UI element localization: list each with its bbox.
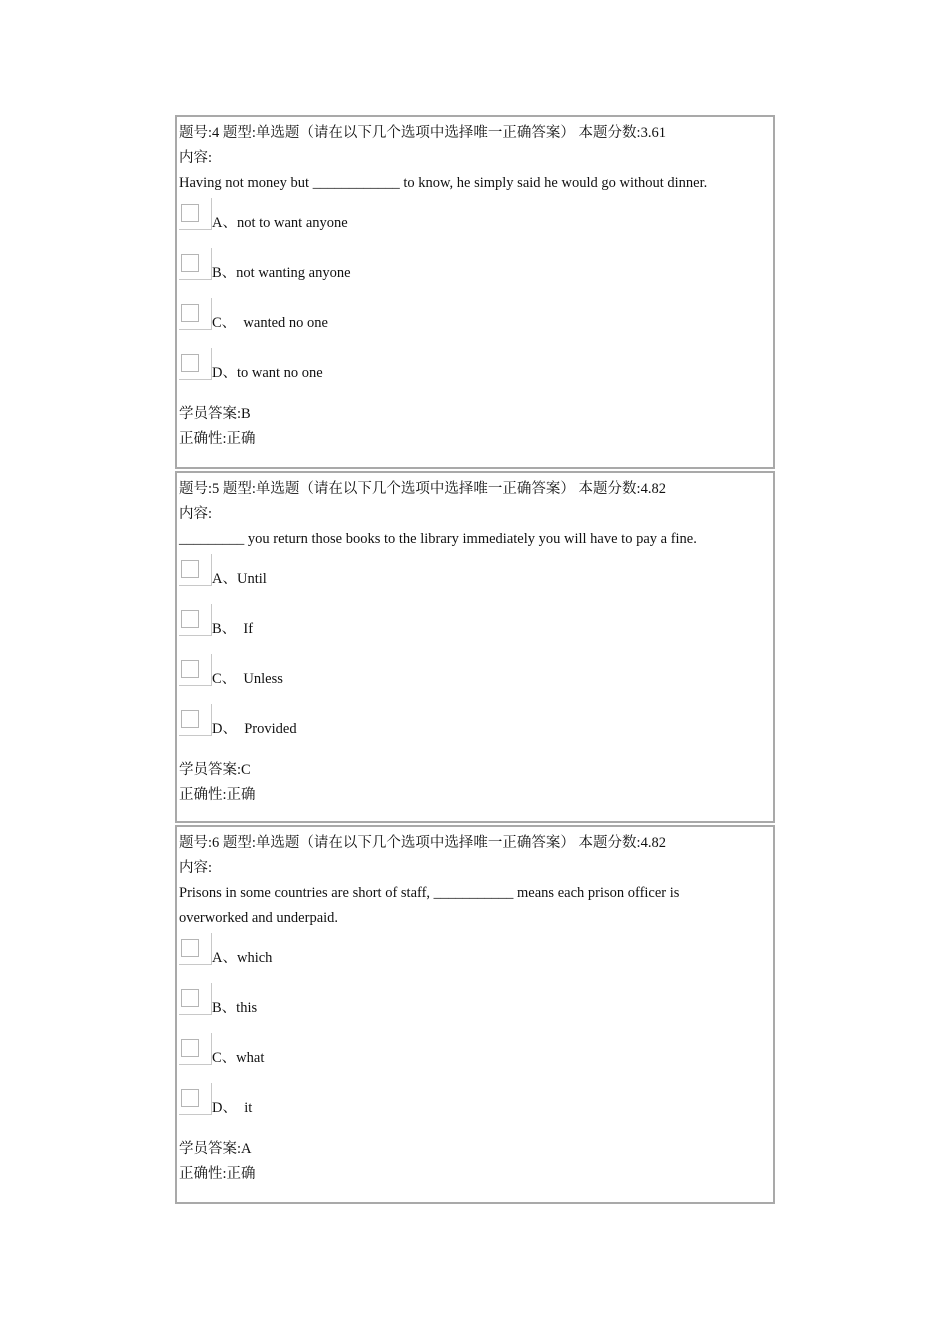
checkbox-icon[interactable] [179,654,212,686]
option-label: B、 If [212,621,254,637]
option-a[interactable] [179,552,773,602]
checkbox-icon[interactable] [179,198,212,230]
option-label: C、 Unless [212,671,283,687]
student-answer: 学员答案:C [179,762,251,778]
student-answer: 学员答案:A [179,1141,252,1157]
checkbox-icon[interactable] [179,248,212,280]
checkbox-icon[interactable] [179,554,212,586]
student-answer: 学员答案:B [179,406,251,422]
checkbox-icon[interactable] [179,933,212,965]
question-content: _________ you return those books to the library immediately you will have to pay a fine. [179,531,697,547]
option-d[interactable] [179,702,773,752]
option-c[interactable] [179,652,773,702]
option-a[interactable] [179,196,773,246]
option-label: A、which [212,950,273,966]
question-header: 题号:6 题型:单选题（请在以下几个选项中选择唯一正确答案） 本题分数:4.82 [179,835,666,851]
option-label: C、what [212,1050,265,1066]
content-label: 内容: [179,150,213,166]
option-b[interactable] [179,602,773,652]
checkbox-icon[interactable] [179,298,212,330]
option-label: B、this [212,1000,258,1016]
quiz-sheet [175,115,775,1206]
option-label: A、Until [212,571,267,587]
checkbox-icon[interactable] [179,348,212,380]
option-a[interactable] [179,931,773,981]
content-label: 内容: [179,860,213,876]
checkbox-icon[interactable] [179,983,212,1015]
question-block [175,115,775,469]
question-header: 题号:4 题型:单选题（请在以下几个选项中选择唯一正确答案） 本题分数:3.61 [179,125,666,141]
question-block [175,471,775,823]
checkbox-icon[interactable] [179,604,212,636]
option-d[interactable] [179,346,773,396]
correctness: 正确性:正确 [179,431,256,447]
option-label: D、to want no one [212,365,323,381]
option-d[interactable] [179,1081,773,1131]
option-label: C、 wanted no one [212,315,328,331]
question-content: Prisons in some countries are short of staff, ___________ means each prison officer is overworked and underpaid. [179,885,680,926]
question-header: 题号:5 题型:单选题（请在以下几个选项中选择唯一正确答案） 本题分数:4.82 [179,481,666,497]
content-label: 内容: [179,506,213,522]
correctness: 正确性:正确 [179,787,256,803]
option-b[interactable] [179,981,773,1031]
checkbox-icon[interactable] [179,704,212,736]
question-block [175,825,775,1204]
option-label: D、 it [212,1100,253,1116]
option-c[interactable] [179,296,773,346]
question-content: Having not money but ____________ to know, he simply said he would go without dinner. [179,175,708,191]
option-b[interactable] [179,246,773,296]
option-label: B、not wanting anyone [212,265,351,281]
option-label: D、 Provided [212,721,297,737]
checkbox-icon[interactable] [179,1083,212,1115]
option-c[interactable] [179,1031,773,1081]
checkbox-icon[interactable] [179,1033,212,1065]
option-label: A、not to want anyone [212,215,348,231]
correctness: 正确性:正确 [179,1166,256,1182]
